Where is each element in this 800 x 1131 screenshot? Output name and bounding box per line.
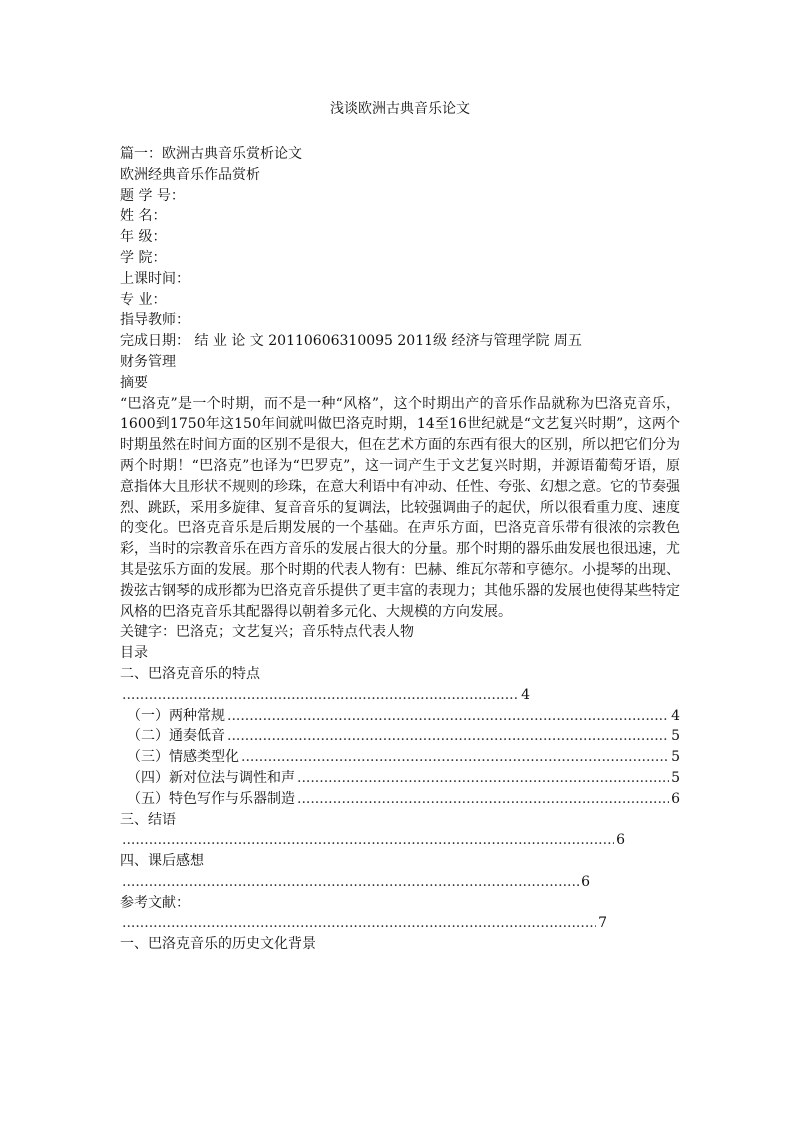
advisor-label: 指导教师： [120,312,190,329]
toc-dots [122,685,519,706]
toc-dots [122,830,614,851]
major-value: 财务管理 [120,353,176,370]
toc-entry [120,747,680,768]
toc-heading: 目录 [120,645,148,662]
section-heading-history: 一、巴洛克音乐的历史文化背景 [120,936,316,953]
name-label: 姓 名： [120,208,167,225]
toc-entry-section3: 三、结语 [120,811,176,828]
toc-entry-label: （四）新对位法与调性和声 [127,769,295,786]
toc-entry-label: （二）通奏低音 [127,728,225,745]
toc-entry [120,768,680,789]
toc-page-number: 6 [581,873,590,890]
major-label: 专 业： [120,291,167,308]
keywords-line: 关键字：巴洛克；文艺复兴；音乐特点代表人物 [120,624,414,641]
abstract-heading: 摘要 [120,374,148,391]
toc-page-number: 6 [616,832,625,849]
student-id-label: 题 学 号： [120,187,185,204]
toc-page-number: 4 [671,707,680,724]
toc-entry [120,706,680,727]
toc-dots [297,768,669,789]
toc-page-number: 5 [671,749,680,766]
toc-entry-section4: 四、课后感想 [120,853,204,870]
toc-dots [122,872,579,893]
grade-label: 年 级： [120,229,167,246]
toc-page-number: 4 [521,686,530,703]
toc-entry-label: （三）情感类型化 [127,749,239,766]
toc-page-number: 6 [671,790,680,807]
section-heading: 篇一：欧洲古典音乐赏析论文 [120,146,302,162]
toc-dots [297,789,669,810]
abstract-paragraph: “巴洛克”是一个时期，而不是一种“风格”，这个时期出产的音乐作品就称为巴洛克音乐，1600到1750年这150年间就叫做巴洛克时期，14至16世纪就是“文艺复兴时期”，这两个时期虽然在时间方面的区别不是很大，但在艺术方面的东西有很大的区别，所以把它们分为两个时期！“巴洛克”也译为“巴罗克”，这一词产生于文艺复兴时期，并源语葡萄牙语，原意指体大且形状不规则的珍珠，在意大利语中有冲动、任性、夸张、幻想之意。它的节奏强烈、跳跃，采用多旋律、复音音乐的复调法，比较强调曲子的起伏，所以很看重力度、速度的变化。巴洛克音乐是后期发展的一个基础。在声乐方面，巴洛克音乐带有很浓的宗教色彩，当时的宗教音乐在西方音乐的发展占很大的分量。那个时期的器乐曲发展也很迅速，尤其是弦乐方面的发展。那个时期的代表人物有：巴赫、维瓦尔蒂和亨德尔。小提琴的出现、拨弦古钢琴的成形都为巴洛克音乐提供了更丰富的表现力；其他乐器的发展也使得某些特定风格的巴洛克音乐其配器得以朝着多元化、大规模的方向发展。 [120,395,680,620]
toc-page-number: 7 [598,915,607,932]
toc-dots [227,726,669,747]
toc-page-number: 5 [671,728,680,745]
completion-date-line: 完成日期： 结 业 论 文 20110606310095 2011级 经济与管理学院 周五 [120,333,582,350]
toc-entry-section2: 二、巴洛克音乐的特点 [120,665,260,682]
toc-entry-label: （一）两种常规 [127,707,225,724]
toc-entry-label: （五）特色写作与乐器制造 [127,790,295,807]
toc-leader-section4 [120,872,590,893]
class-time-label: 上课时间： [120,270,190,287]
paper-title: 欧洲经典音乐作品赏析 [120,166,260,183]
toc-entry-references: 参考文献： [120,894,190,911]
toc-dots [227,706,669,727]
document-body [120,144,680,955]
toc-entry [120,789,680,810]
toc-dots [241,747,669,768]
document-title: 浅谈欧洲古典音乐论文 [330,101,470,117]
toc-leader-section2 [120,685,530,706]
college-label: 学 院： [120,249,167,266]
toc-leader-references [120,913,607,934]
toc-leader-section3 [120,830,625,851]
toc-dots [122,913,596,934]
toc-page-number: 5 [671,769,680,786]
toc-entry [120,726,680,747]
